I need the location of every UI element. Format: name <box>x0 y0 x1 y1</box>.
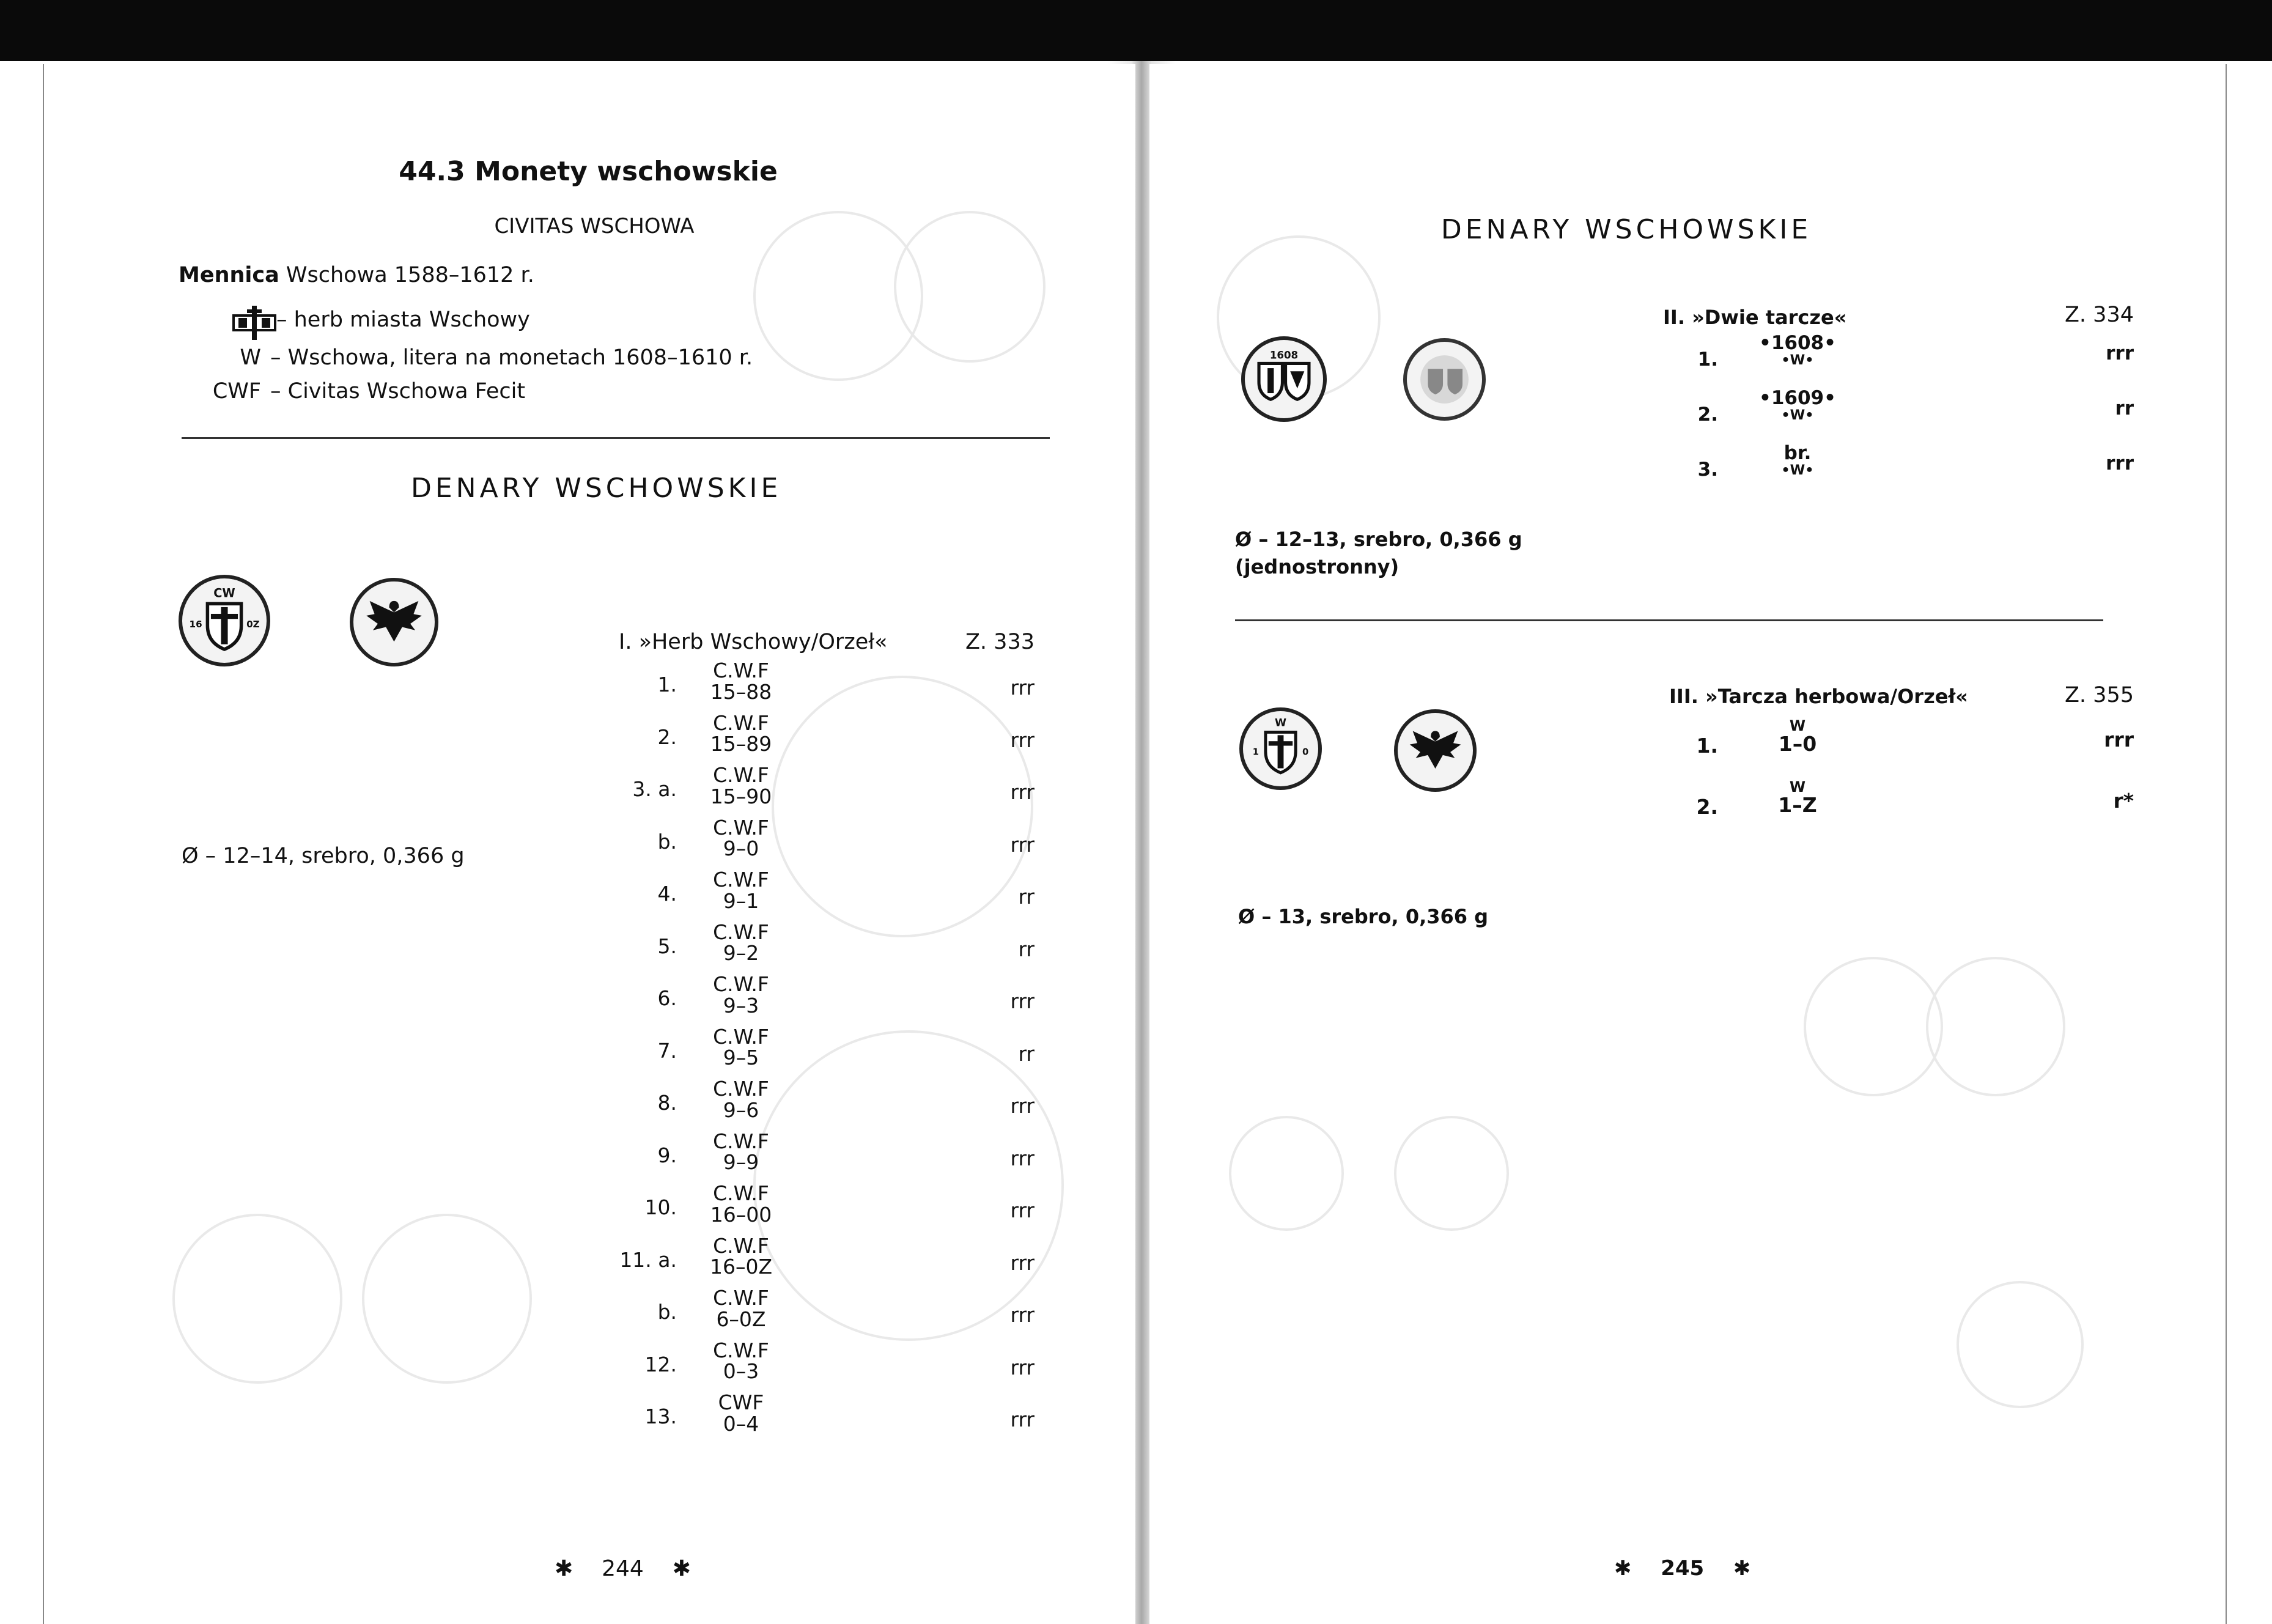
variant-number: 6. <box>657 986 677 1010</box>
variant-legend-bottom: •W• <box>1781 407 1814 423</box>
variant-legend <box>692 1340 790 1382</box>
mint-label: Mennica <box>179 263 279 287</box>
variant-number: 8. <box>657 1091 677 1115</box>
bleed-coin <box>1804 957 1943 1096</box>
variant-legend-bottom: 16–00 <box>710 1202 772 1227</box>
variant-legend-top: br. <box>1783 442 1812 464</box>
bleed-coin <box>1394 1116 1509 1231</box>
variant-legend-top: C.W.F <box>713 815 769 840</box>
variant-legend <box>692 713 790 755</box>
variant-number: 5. <box>657 934 677 958</box>
variant-rarity: rrr <box>2106 452 2134 474</box>
mint-line <box>179 263 534 287</box>
variant-legend-top: C.W.F <box>713 1024 769 1049</box>
variant-legend-bottom: 1–0 <box>1778 731 1817 756</box>
variant-number: 3. <box>1697 459 1718 481</box>
variant-legend-bottom: 9–2 <box>723 941 759 965</box>
variant-legend <box>1755 718 1840 755</box>
coin-two-shields-worn <box>1403 338 1486 421</box>
variant-legend <box>692 869 790 912</box>
variant-number: 2. <box>657 725 677 749</box>
coin-obverse-coat-of-arms <box>1239 707 1322 790</box>
page-number-line <box>1614 1556 1750 1581</box>
denomination-title: DENARY WSCHOWSKIE <box>1440 214 1812 245</box>
variant-legend-top: W <box>1789 778 1806 795</box>
coin-spec: Ø – 12–14, srebro, 0,366 g <box>182 844 465 868</box>
variant-legend-bottom: 9–6 <box>723 1098 759 1122</box>
variant-legend <box>1755 780 1840 816</box>
variant-rarity: rrr <box>1010 1303 1035 1327</box>
variant-number: 12. <box>644 1352 677 1376</box>
type-title: I. »Herb Wschowy/Orzeł« <box>619 630 888 654</box>
type2-title: II. »Dwie tarcze« <box>1663 306 1847 329</box>
variant-number: 1. <box>1696 734 1718 758</box>
section-divider <box>1235 619 2103 621</box>
variant-legend-top: C.W.F <box>713 711 769 735</box>
variant-rarity: rr <box>2115 397 2134 419</box>
star-icon: ✱ <box>555 1556 574 1581</box>
variant-rarity: rrr <box>1010 1250 1035 1275</box>
bleed-coin <box>1229 1116 1344 1231</box>
variant-legend-bottom: 15–88 <box>710 679 772 704</box>
variant-number: b. <box>657 829 677 854</box>
legend-desc-herb: – herb miasta Wschowy <box>276 308 530 332</box>
variant-legend-top: C.W.F <box>713 763 769 787</box>
bleed-coin <box>894 211 1046 363</box>
bleed-coin <box>1957 1281 2084 1408</box>
variant-number: 10. <box>644 1195 677 1219</box>
variant-rarity: rrr <box>1010 1408 1035 1431</box>
variant-legend-top: C.W.F <box>713 868 769 891</box>
variant-legend <box>692 660 790 703</box>
svg-text:W: W <box>1275 717 1286 729</box>
variant-legend-bottom: 16–0Z <box>709 1255 773 1279</box>
variant-legend-top: C.W.F <box>713 1077 769 1101</box>
legend-key-w: W <box>240 345 261 370</box>
variant-legend <box>692 1183 790 1225</box>
variant-legend-top: C.W.F <box>713 1338 769 1362</box>
page-number: 245 <box>1661 1556 1705 1581</box>
variant-legend <box>692 974 790 1016</box>
variant-legend-top: C.W.F <box>713 1286 769 1310</box>
variant-legend-bottom: 9–3 <box>723 993 759 1017</box>
variant-rarity: rrr <box>1010 832 1035 857</box>
variant-number: 1. <box>657 673 677 696</box>
variant-legend <box>692 815 790 861</box>
svg-text:CW: CW <box>213 586 235 600</box>
variant-legend <box>692 1024 790 1070</box>
bleed-coin <box>172 1214 342 1384</box>
mint-value: Wschowa 1588–1612 r. <box>286 263 534 287</box>
variant-legend <box>1755 388 1840 423</box>
variant-legend-top: C.W.F <box>713 1129 769 1153</box>
variant-legend-top: C.W.F <box>713 659 769 682</box>
variant-number: 2. <box>1696 795 1718 819</box>
variant-legend-bottom: 9–5 <box>723 1046 759 1070</box>
variant-number: 13. <box>644 1404 677 1428</box>
variant-number: 9. <box>657 1143 677 1167</box>
variant-number: 3. a. <box>632 777 677 801</box>
variant-legend <box>692 765 790 807</box>
variant-legend <box>692 1233 790 1279</box>
variant-number: 4. <box>657 882 677 906</box>
variant-number: b. <box>657 1300 677 1324</box>
mint-name: CIVITAS WSCHOWA <box>494 214 695 238</box>
variant-number: 1. <box>1697 349 1718 371</box>
variant-legend <box>692 1131 790 1173</box>
variant-number: 2. <box>1697 404 1718 426</box>
variant-legend-bottom: 9–0 <box>723 836 759 861</box>
section-divider <box>182 437 1050 439</box>
variant-legend <box>1755 333 1840 367</box>
type2-spec-note: (jednostronny) <box>1235 555 1400 578</box>
variant-rarity: rrr <box>2106 342 2134 364</box>
variant-legend-top: CWF <box>718 1390 764 1414</box>
wschowa-coat-of-arms-icon <box>232 304 276 341</box>
variant-rarity: rrr <box>1010 676 1035 699</box>
svg-text:1608: 1608 <box>1269 349 1299 361</box>
variant-legend <box>692 1288 790 1330</box>
svg-text:1: 1 <box>1252 747 1260 758</box>
variant-legend-bottom: 0–4 <box>723 1411 759 1436</box>
variant-legend-bottom: •W• <box>1781 462 1814 478</box>
star-icon: ✱ <box>672 1556 691 1581</box>
left-page <box>43 64 1135 1624</box>
type3-ref: Z. 355 <box>2064 683 2134 707</box>
variant-rarity: rrr <box>1010 1094 1035 1118</box>
section-title: 44.3 Monety wschowskie <box>399 156 778 187</box>
legend-desc-cwf: – Civitas Wschowa Fecit <box>270 379 526 404</box>
variant-legend <box>692 1079 790 1121</box>
variant-rarity: rrr <box>1010 989 1035 1013</box>
variant-rarity: rr <box>1018 1041 1035 1066</box>
scanner-background <box>0 0 2272 61</box>
variant-legend-top: W <box>1789 717 1806 734</box>
variant-legend <box>1755 443 1840 478</box>
variant-legend-bottom: 9–1 <box>723 888 759 913</box>
svg-text:16: 16 <box>189 619 202 630</box>
legend-desc-w: – Wschowa, litera na monetach 1608–1610 r. <box>270 345 753 370</box>
variant-legend-bottom: 9–9 <box>723 1150 759 1175</box>
variant-legend-bottom: 0–3 <box>723 1359 759 1384</box>
variant-rarity: rrr <box>1010 728 1035 752</box>
legend-key-cwf: CWF <box>212 379 261 404</box>
variant-legend-bottom: •W• <box>1781 352 1814 368</box>
right-page <box>1149 64 2227 1624</box>
variant-legend-top: C.W.F <box>713 920 769 944</box>
variant-rarity: r* <box>2113 789 2134 813</box>
type3-title: III. »Tarcza herbowa/Orzeł« <box>1669 685 1968 708</box>
variant-legend-top: •1609• <box>1759 387 1836 409</box>
coin-obverse-coat-of-arms <box>179 575 270 666</box>
svg-text:0: 0 <box>1302 747 1309 758</box>
type2-ref: Z. 334 <box>2064 303 2134 327</box>
type-ref: Z. 333 <box>965 630 1035 654</box>
variant-rarity: rrr <box>1010 1355 1035 1379</box>
page-number-line <box>555 1556 691 1581</box>
coin-reverse-eagle <box>350 578 438 666</box>
variant-rarity: rr <box>1018 937 1035 961</box>
variant-rarity: rrr <box>1010 1146 1035 1170</box>
variant-legend <box>692 922 790 964</box>
star-icon: ✱ <box>1614 1556 1632 1581</box>
bleed-coin <box>753 1030 1064 1341</box>
variant-rarity: rrr <box>1010 780 1035 804</box>
type3-spec: Ø – 13, srebro, 0,366 g <box>1238 905 1489 928</box>
bleed-coin <box>1926 957 2065 1096</box>
variant-legend-bottom: 15–90 <box>710 784 772 808</box>
variant-legend-bottom: 1–Z <box>1778 792 1817 817</box>
variant-legend-top: C.W.F <box>713 1233 769 1258</box>
variant-legend-top: C.W.F <box>713 972 769 996</box>
variant-rarity: rrr <box>1010 1198 1035 1222</box>
variant-rarity: rr <box>1018 885 1035 909</box>
variant-legend-top: C.W.F <box>713 1181 769 1205</box>
coin-two-shields <box>1241 336 1327 422</box>
page-number: 244 <box>602 1556 644 1581</box>
variant-number: 11. a. <box>619 1247 677 1272</box>
svg-text:0Z: 0Z <box>246 619 260 630</box>
variant-legend-bottom: 6–0Z <box>716 1307 766 1331</box>
variant-rarity: rrr <box>2104 728 2134 751</box>
variant-number: 7. <box>657 1038 677 1063</box>
type2-spec: Ø – 12–13, srebro, 0,366 g <box>1235 528 1522 551</box>
variant-legend-bottom: 15–89 <box>710 732 772 756</box>
variant-legend-top: •1608• <box>1759 332 1836 354</box>
star-icon: ✱ <box>1733 1556 1751 1581</box>
coin-reverse-eagle <box>1394 709 1477 792</box>
denomination-title: DENARY WSCHOWSKIE <box>411 473 782 504</box>
variant-legend <box>692 1392 790 1434</box>
bleed-coin <box>362 1214 532 1384</box>
